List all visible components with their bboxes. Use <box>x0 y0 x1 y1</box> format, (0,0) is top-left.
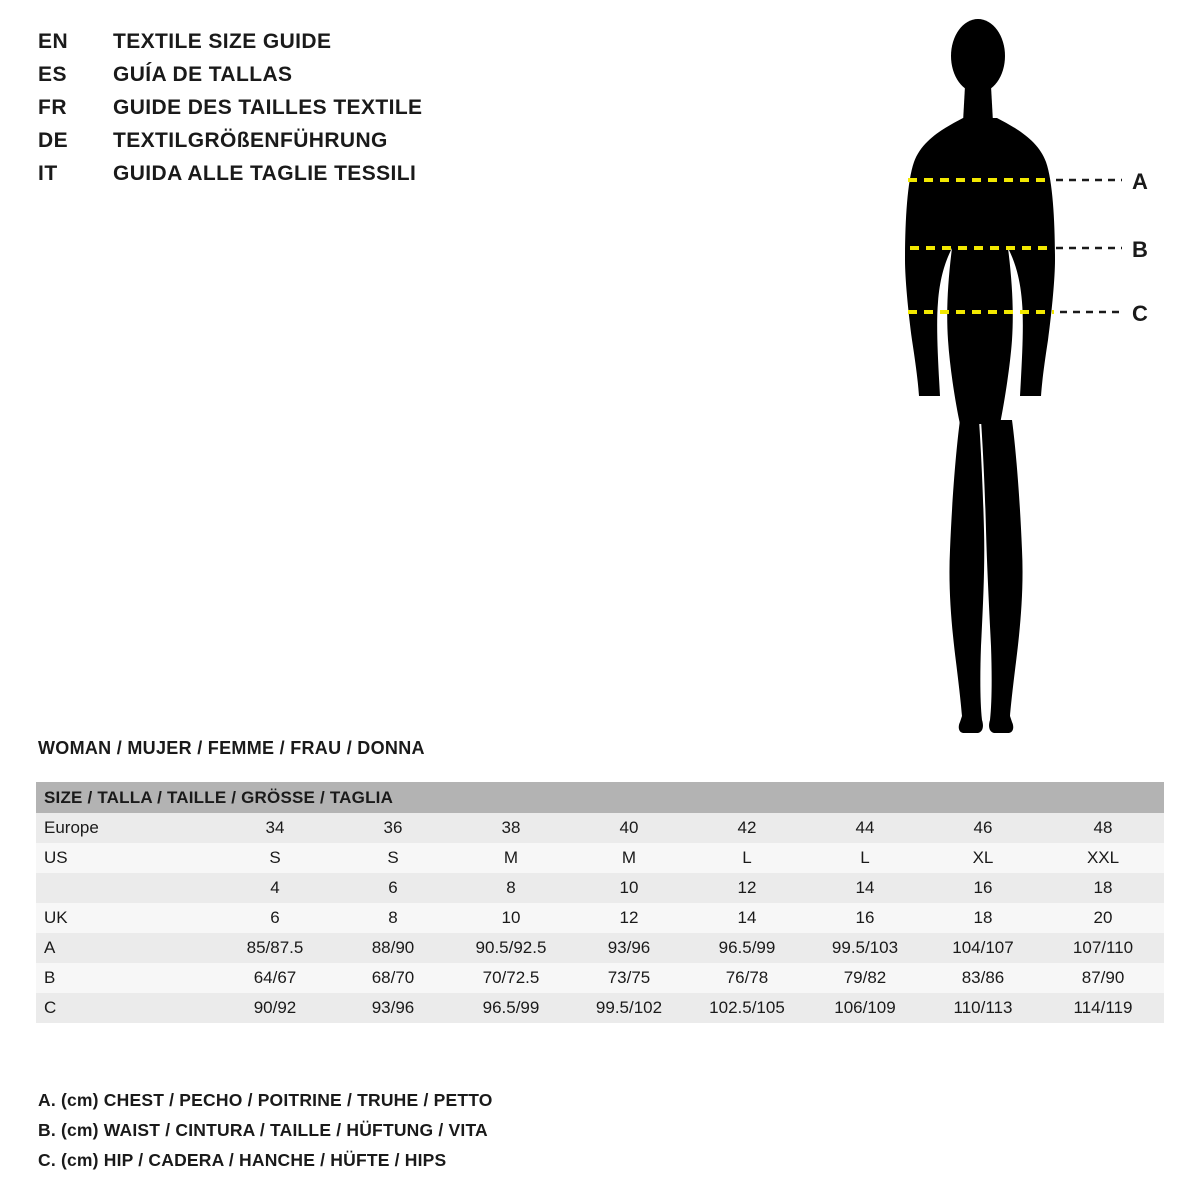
cell-a-2: 90.5/92.5 <box>452 933 570 963</box>
cell-us-7: XXL <box>1042 843 1164 873</box>
title-text-fr: GUIDE DES TAILLES TEXTILE <box>113 96 423 119</box>
cell-usnum-2: 8 <box>452 873 570 903</box>
table-header-cell: SIZE / TALLA / TAILLE / GRÖSSE / TAGLIA <box>36 782 1164 813</box>
cell-a-5: 99.5/103 <box>806 933 924 963</box>
cell-us-1: S <box>334 843 452 873</box>
row-label-us-numeric <box>36 873 216 903</box>
cell-us-6: XL <box>924 843 1042 873</box>
title-lang-es: ES <box>38 63 68 86</box>
title-row <box>38 63 658 96</box>
cell-b-6: 83/86 <box>924 963 1042 993</box>
cell-a-1: 88/90 <box>334 933 452 963</box>
cell-c-4: 102.5/105 <box>688 993 806 1023</box>
cell-c-6: 110/113 <box>924 993 1042 1023</box>
cell-uk-3: 12 <box>570 903 688 933</box>
cell-b-2: 70/72.5 <box>452 963 570 993</box>
cell-a-7: 107/110 <box>1042 933 1164 963</box>
cell-us-0: S <box>216 843 334 873</box>
legend-line-b: B. (cm) WAIST / CINTURA / TAILLE / HÜFTUNG / VITA <box>38 1120 488 1140</box>
cell-usnum-0: 4 <box>216 873 334 903</box>
row-label-us: US <box>36 843 216 873</box>
cell-usnum-5: 14 <box>806 873 924 903</box>
title-text-es: GUÍA DE TALLAS <box>113 63 293 86</box>
table-row <box>36 963 1164 993</box>
title-row <box>38 30 658 63</box>
cell-europe-5: 44 <box>806 813 924 843</box>
cell-c-7: 114/119 <box>1042 993 1164 1023</box>
section-heading: WOMAN / MUJER / FEMME / FRAU / DONNA <box>38 738 425 758</box>
cell-usnum-1: 6 <box>334 873 452 903</box>
cell-uk-2: 10 <box>452 903 570 933</box>
legend-line-a: A. (cm) CHEST / PECHO / POITRINE / TRUHE / PETTO <box>38 1090 493 1110</box>
cell-usnum-3: 10 <box>570 873 688 903</box>
legend <box>38 1090 493 1180</box>
cell-b-4: 76/78 <box>688 963 806 993</box>
cell-b-0: 64/67 <box>216 963 334 993</box>
row-label-europe: Europe <box>36 813 216 843</box>
cell-uk-4: 14 <box>688 903 806 933</box>
legend-line-c: C. (cm) HIP / CADERA / HANCHE / HÜFTE / HIPS <box>38 1150 447 1170</box>
cell-usnum-4: 12 <box>688 873 806 903</box>
title-lang-it: IT <box>38 162 58 185</box>
cell-uk-6: 18 <box>924 903 1042 933</box>
row-label-c: C <box>36 993 216 1023</box>
title-row <box>38 162 658 195</box>
cell-europe-1: 36 <box>334 813 452 843</box>
title-lang-en: EN <box>38 30 69 53</box>
title-lang-fr: FR <box>38 96 67 119</box>
title-block <box>38 30 658 195</box>
cell-a-0: 85/87.5 <box>216 933 334 963</box>
cell-us-2: M <box>452 843 570 873</box>
cell-uk-5: 16 <box>806 903 924 933</box>
cell-usnum-7: 18 <box>1042 873 1164 903</box>
woman-silhouette-icon <box>905 19 1055 733</box>
marker-label-a: A <box>1132 169 1148 194</box>
cell-us-4: L <box>688 843 806 873</box>
cell-europe-7: 48 <box>1042 813 1164 843</box>
table-row <box>36 873 1164 903</box>
title-row <box>38 129 658 162</box>
marker-label-b: B <box>1132 237 1148 262</box>
title-text-de: TEXTILGRÖßENFÜHRUNG <box>113 129 388 152</box>
title-text-en: TEXTILE SIZE GUIDE <box>113 30 332 53</box>
cell-europe-4: 42 <box>688 813 806 843</box>
cell-us-5: L <box>806 843 924 873</box>
table-header-row <box>36 782 1164 813</box>
cell-europe-3: 40 <box>570 813 688 843</box>
size-table <box>36 782 1164 1023</box>
title-text-it: GUIDA ALLE TAGLIE TESSILI <box>113 162 417 185</box>
row-label-b: B <box>36 963 216 993</box>
measurement-figure <box>860 10 1190 750</box>
cell-europe-6: 46 <box>924 813 1042 843</box>
cell-b-7: 87/90 <box>1042 963 1164 993</box>
row-label-uk: UK <box>36 903 216 933</box>
cell-europe-0: 34 <box>216 813 334 843</box>
cell-c-2: 96.5/99 <box>452 993 570 1023</box>
cell-us-3: M <box>570 843 688 873</box>
table-row <box>36 813 1164 843</box>
cell-b-5: 79/82 <box>806 963 924 993</box>
marker-label-c: C <box>1132 301 1148 326</box>
cell-a-4: 96.5/99 <box>688 933 806 963</box>
row-label-a: A <box>36 933 216 963</box>
table-row <box>36 993 1164 1023</box>
table-row <box>36 843 1164 873</box>
cell-c-3: 99.5/102 <box>570 993 688 1023</box>
cell-b-1: 68/70 <box>334 963 452 993</box>
table-row <box>36 903 1164 933</box>
cell-c-0: 90/92 <box>216 993 334 1023</box>
cell-uk-7: 20 <box>1042 903 1164 933</box>
cell-uk-1: 8 <box>334 903 452 933</box>
cell-b-3: 73/75 <box>570 963 688 993</box>
cell-a-6: 104/107 <box>924 933 1042 963</box>
cell-europe-2: 38 <box>452 813 570 843</box>
title-row <box>38 96 658 129</box>
cell-uk-0: 6 <box>216 903 334 933</box>
cell-a-3: 93/96 <box>570 933 688 963</box>
title-lang-de: DE <box>38 129 69 152</box>
cell-c-5: 106/109 <box>806 993 924 1023</box>
cell-usnum-6: 16 <box>924 873 1042 903</box>
cell-c-1: 93/96 <box>334 993 452 1023</box>
table-row <box>36 933 1164 963</box>
